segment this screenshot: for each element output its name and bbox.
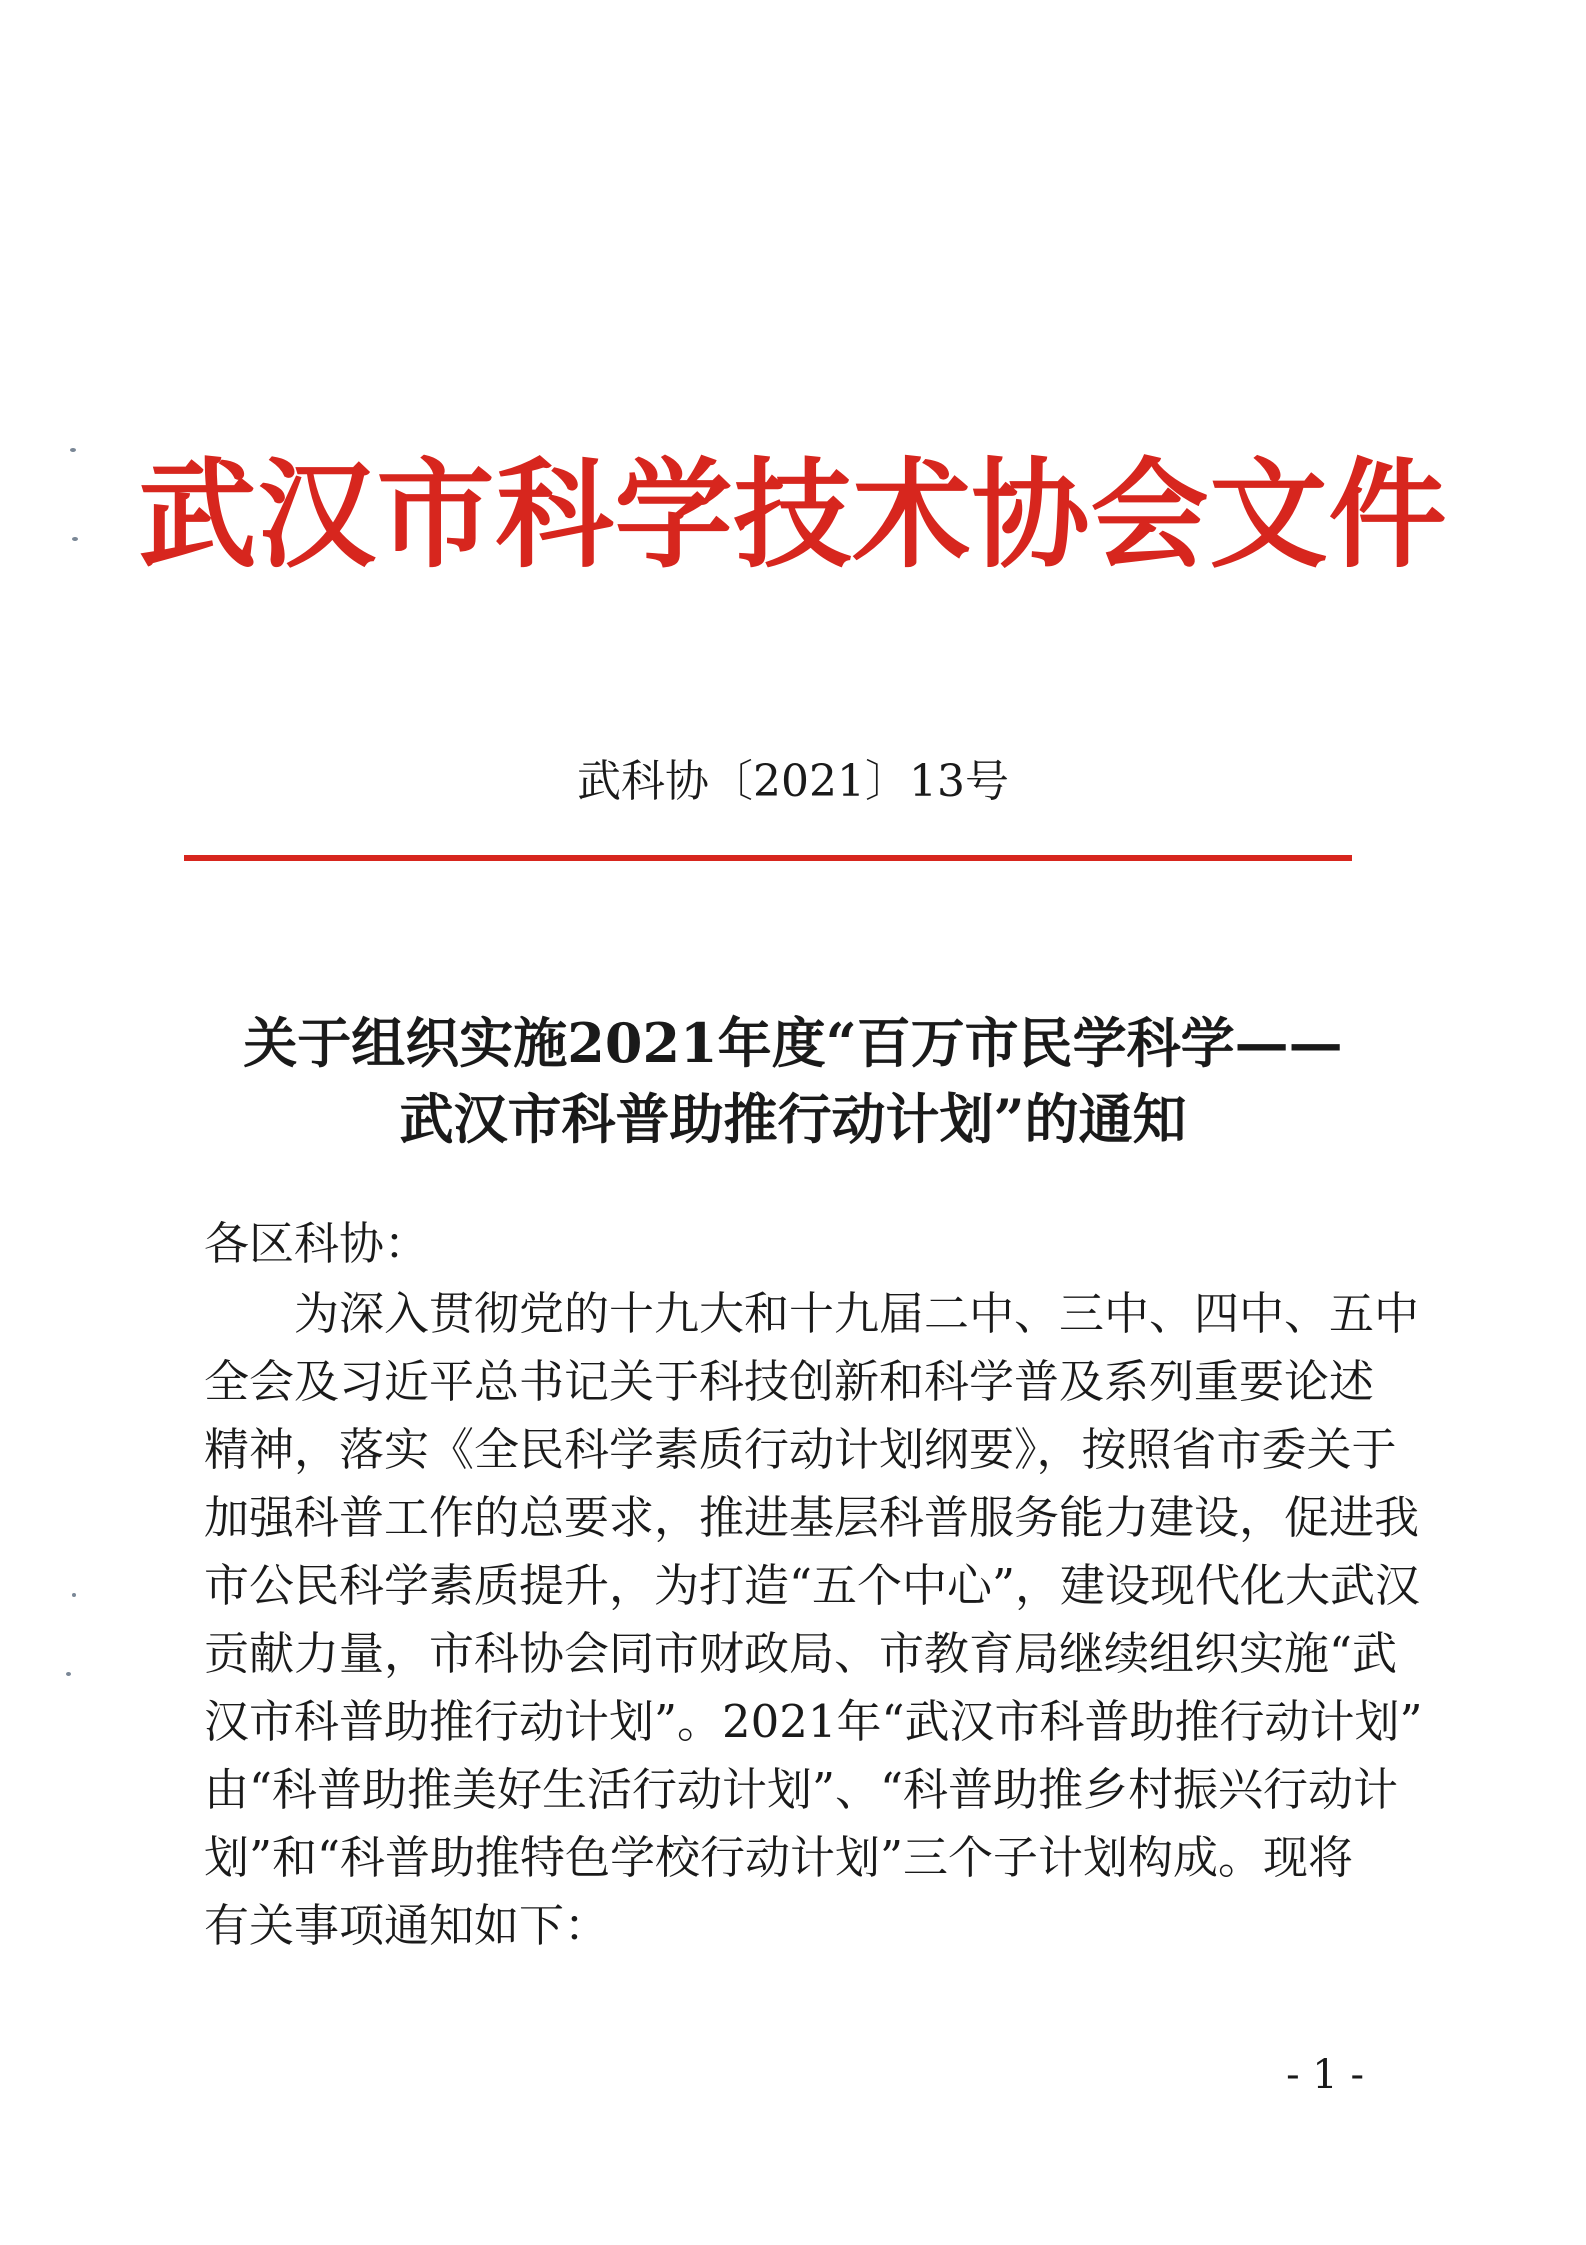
scan-speck: [70, 448, 76, 452]
document-number: 武科协〔2021〕13号: [577, 756, 1009, 807]
body-paragraph: [204, 1280, 1423, 1960]
addressee: 各区科协：: [204, 1217, 430, 1270]
page-number: - 1 -: [1286, 2052, 1364, 2098]
body-line: 有关事项通知如下：: [204, 1899, 610, 1952]
scan-speck: [66, 1672, 71, 1676]
body-line: 贡献力量，市科协会同市财政局、市教育局继续组织实施“武: [204, 1627, 1398, 1680]
body-line: 加强科普工作的总要求，推进基层科普服务能力建设，促进我: [204, 1491, 1420, 1544]
body-line: 为深入贯彻党的十九大和十九届二中、三中、四中、五中: [294, 1287, 1420, 1340]
body-line: 划”和“科普助推特色学校行动计划”三个子计划构成。现将: [204, 1831, 1354, 1884]
notice-title-line-2: 武汉市科普助推行动计划”的通知: [399, 1087, 1187, 1151]
body-line: 市公民科学素质提升，为打造“五个中心”，建设现代化大武汉: [204, 1559, 1421, 1612]
scan-speck: [72, 537, 78, 541]
document-masthead: 武汉市科学技术协会文件: [138, 445, 1448, 584]
red-separator-rule: [184, 855, 1352, 861]
notice-title-line-1: 关于组织实施2021年度“百万市民学科学——: [243, 1011, 1343, 1075]
body-line: 汉市科普助推行动计划”。2021年“武汉市科普助推行动计划”: [204, 1695, 1423, 1748]
body-line: 由“科普助推美好生活行动计划”、“科普助推乡村振兴行动计: [204, 1763, 1399, 1816]
scan-speck: [72, 1593, 76, 1597]
body-line: 精神，落实《全民科学素质行动计划纲要》，按照省市委关于: [204, 1423, 1397, 1476]
body-line: 全会及习近平总书记关于科技创新和科学普及系列重要论述: [204, 1355, 1375, 1408]
notice-title: [0, 1005, 1586, 1157]
